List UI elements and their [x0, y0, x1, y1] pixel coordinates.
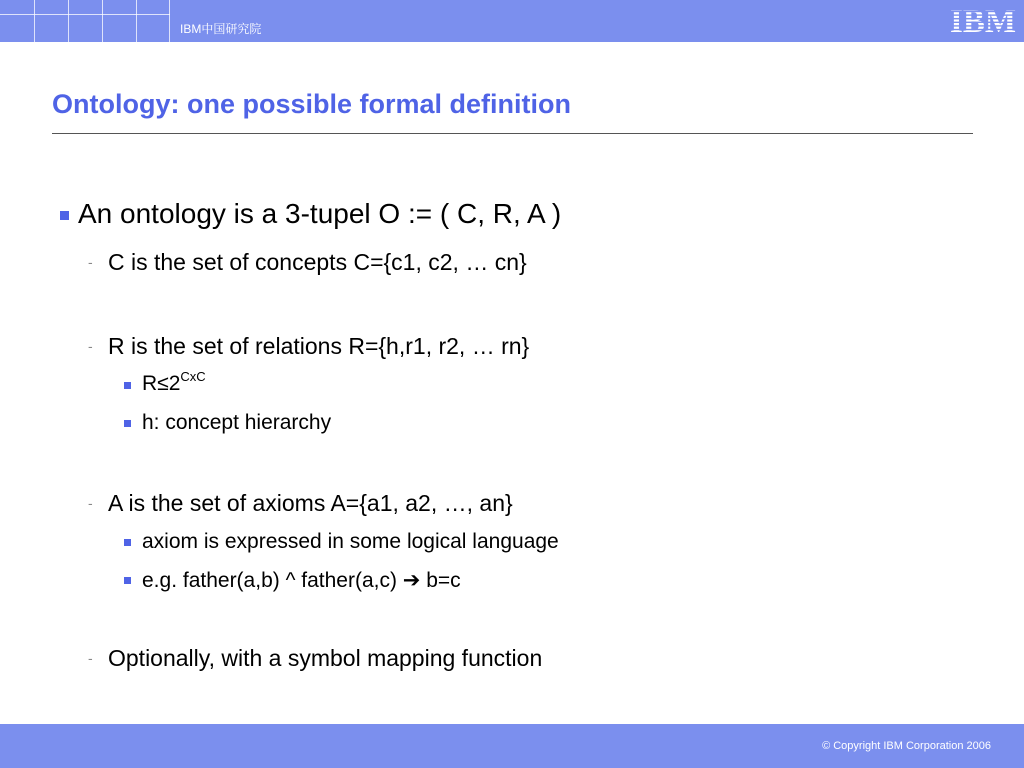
bullet-square-icon	[124, 539, 131, 546]
ibm-logo	[948, 5, 1018, 35]
concepts-text: C is the set of concepts C={c1, c2, … cn}	[108, 249, 527, 275]
header-grid-decoration	[0, 0, 170, 42]
axiom-language-text: axiom is expressed in some logical language	[142, 530, 559, 553]
organization-label: IBM中国研究院	[180, 22, 262, 36]
dash-bullet-icon: -	[88, 495, 93, 511]
axioms-text: A is the set of axioms A={a1, a2, …, an}	[108, 490, 513, 516]
dash-bullet-icon: -	[88, 254, 93, 270]
relation-constraint-base: R≤2	[142, 372, 181, 395]
copyright-text: © Copyright IBM Corporation 2006	[822, 740, 991, 752]
bullet-square-icon	[124, 382, 131, 389]
title-divider	[52, 133, 973, 134]
svg-text:IBM: IBM	[950, 5, 1016, 35]
bullet-square-icon	[124, 577, 131, 584]
header-bar	[0, 0, 1024, 42]
optional-mapping-text: Optionally, with a symbol mapping function	[108, 645, 543, 671]
axiom-example-text: e.g. father(a,b) ^ father(a,c) ➔ b=c	[142, 569, 461, 592]
relation-constraint-exponent: CxC	[180, 369, 206, 384]
bullet-square-icon	[124, 420, 131, 427]
main-bullet-text: An ontology is a 3-tupel O := ( C, R, A )	[78, 198, 562, 229]
footer-bar	[0, 724, 1024, 768]
relation-constraint-text	[142, 369, 206, 396]
relations-text: R is the set of relations R={h,r1, r2, … rn}	[108, 333, 530, 359]
dash-bullet-icon: -	[88, 338, 93, 354]
bullet-square-icon	[60, 211, 69, 220]
concept-hierarchy-text: h: concept hierarchy	[142, 411, 332, 434]
dash-bullet-icon: -	[88, 650, 93, 666]
slide-title: Ontology: one possible formal definition	[52, 89, 571, 119]
